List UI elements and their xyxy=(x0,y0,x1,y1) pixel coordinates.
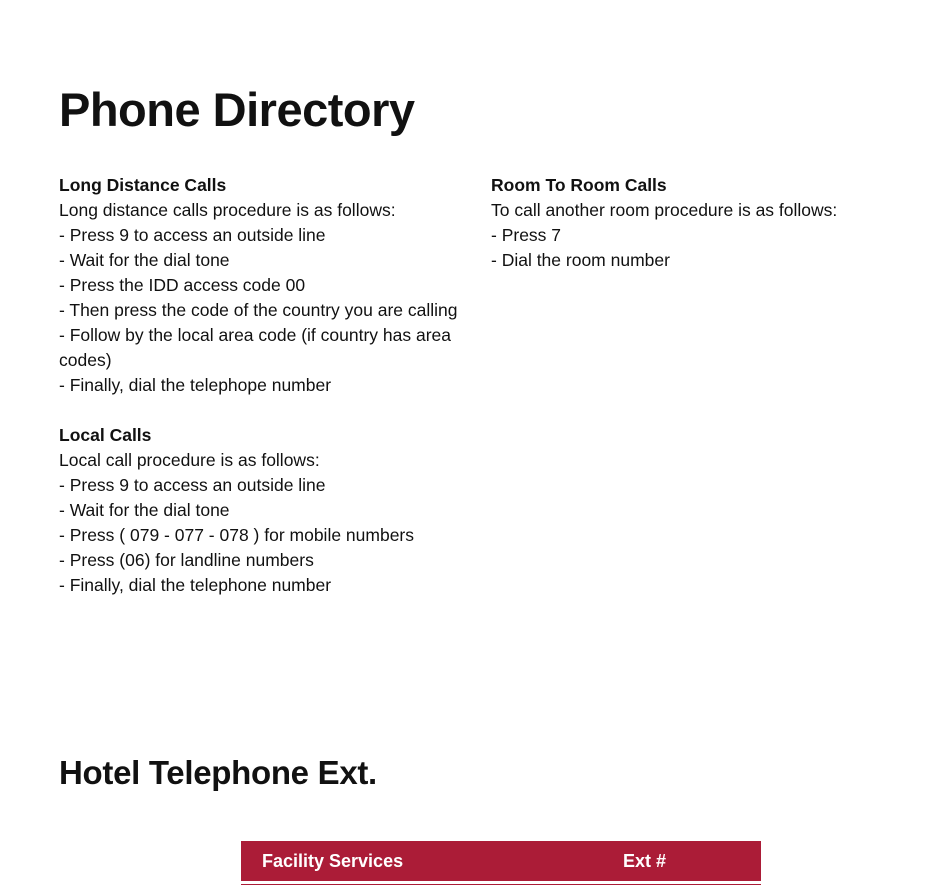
local-calls-steps xyxy=(59,473,479,598)
room-to-room-section xyxy=(491,173,911,273)
list-item: - Then press the code of the country you are calling xyxy=(59,300,458,320)
table-header-underline xyxy=(241,884,761,885)
long-distance-steps xyxy=(59,223,479,398)
right-column xyxy=(491,173,911,298)
local-calls-heading: Local Calls xyxy=(59,425,152,445)
facility-services-header: Facility Services xyxy=(241,841,623,883)
page-title: Phone Directory xyxy=(59,83,415,136)
list-item: - Press 9 to access an outside line xyxy=(59,225,326,245)
room-to-room-heading: Room To Room Calls xyxy=(491,175,667,195)
room-to-room-intro: To call another room procedure is as follows: xyxy=(491,200,838,220)
list-item: - Press 7 xyxy=(491,225,562,245)
list-item: - Finally, dial the telephope number xyxy=(59,375,332,395)
long-distance-heading: Long Distance Calls xyxy=(59,175,227,195)
room-to-room-steps xyxy=(491,223,911,273)
list-item: - Wait for the dial tone xyxy=(59,500,230,520)
local-calls-section xyxy=(59,423,479,598)
hotel-extensions-title: Hotel Telephone Ext. xyxy=(59,754,377,791)
list-item: - Press ( 079 - 077 - 078 ) for mobile numbers xyxy=(59,525,415,545)
list-item: - Press 9 to access an outside line xyxy=(59,475,326,495)
list-item: - Follow by the local area code (if country has area codes) xyxy=(59,325,451,370)
long-distance-section xyxy=(59,173,479,398)
long-distance-intro: Long distance calls procedure is as follows: xyxy=(59,200,396,220)
local-calls-intro: Local call procedure is as follows: xyxy=(59,450,320,470)
table-header-row xyxy=(241,841,761,883)
list-item: - Finally, dial the telephone number xyxy=(59,575,332,595)
ext-number-header: Ext # xyxy=(623,841,761,883)
list-item: - Press (06) for landline numbers xyxy=(59,550,314,570)
list-item: - Dial the room number xyxy=(491,250,670,270)
extensions-table xyxy=(241,841,761,884)
list-item: - Wait for the dial tone xyxy=(59,250,230,270)
left-column xyxy=(59,173,479,623)
list-item: - Press the IDD access code 00 xyxy=(59,275,306,295)
